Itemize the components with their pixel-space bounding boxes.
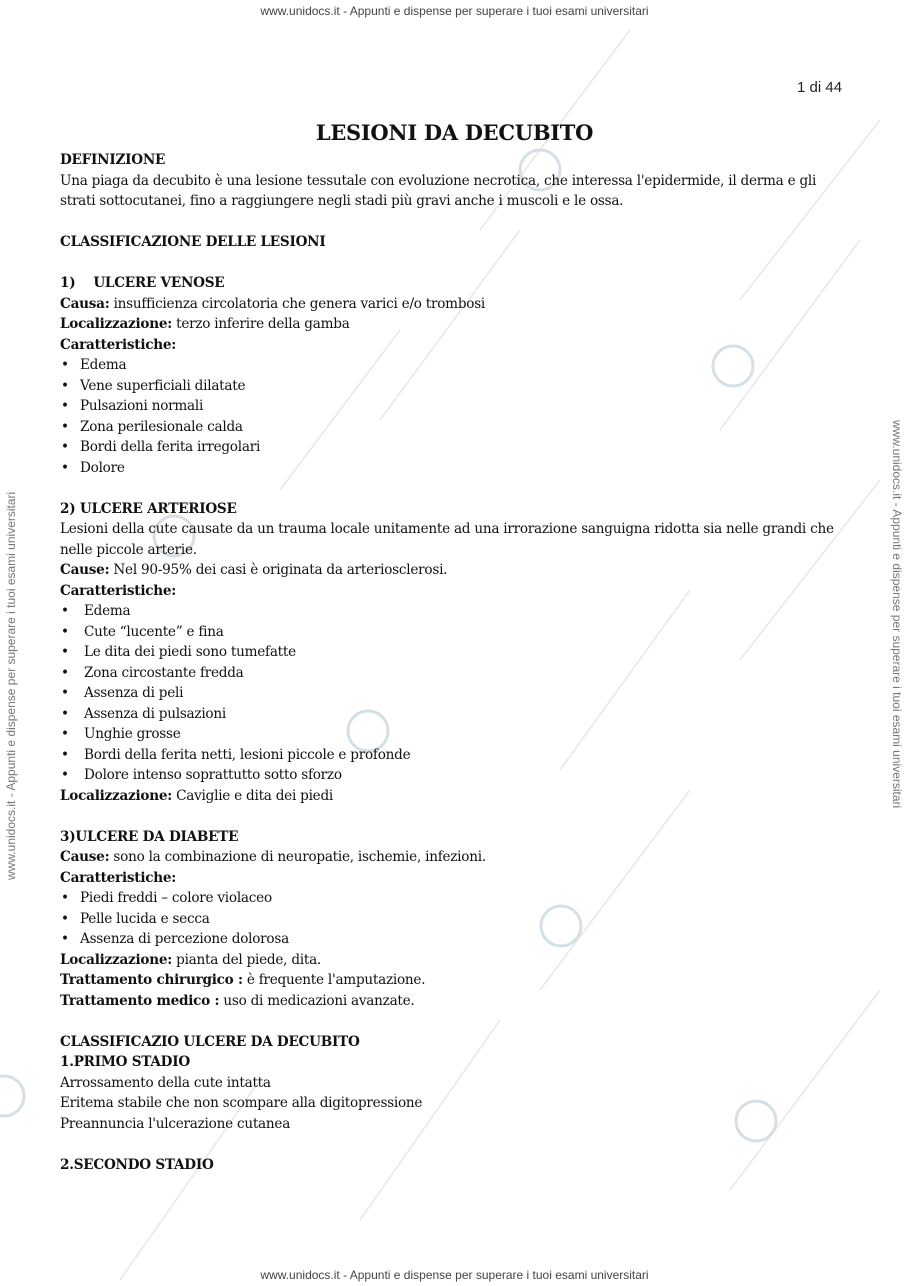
page-number: 1 di 44 xyxy=(797,79,843,96)
list-item: • Pulsazioni normali xyxy=(60,396,850,417)
page-title: LESIONI DA DECUBITO xyxy=(315,120,594,145)
ulcere-diabete-heading: 3)ULCERE DA DIABETE xyxy=(60,828,239,845)
list-item: • Cute “lucente” e fina xyxy=(60,622,850,643)
diabete-caratteristiche-label: Caratteristiche: xyxy=(60,869,177,886)
list-item: • Piedi freddi – colore violaceo xyxy=(60,888,850,909)
primo-stadio-line: Eritema stabile che non scompare alla digitopressione xyxy=(60,1095,423,1111)
definizione-text: Una piaga da decubito è una lesione tessutale con evoluzione necrotica, che interessa l'epidermide, il derma e gli strati sottocutanei, fino a raggiungere negli stadi più gravi anche i muscoli e le ossa. xyxy=(60,172,817,209)
diabete-localizzazione: Localizzazione: pianta del piede, dita. xyxy=(60,951,322,968)
document-body xyxy=(60,150,850,1175)
list-item: • Edema xyxy=(60,601,850,622)
list-item: • Pelle lucida e secca xyxy=(60,909,850,930)
venose-list xyxy=(60,355,850,478)
arteriose-text: Lesioni della cute causate da un trauma locale unitamente ad una irrorazione sanguigna ridotta sia nelle grandi che nelle piccole arterie. xyxy=(60,521,834,558)
ulcere-arteriose-heading: 2) ULCERE ARTERIOSE xyxy=(60,500,237,517)
primo-stadio-heading: 1.PRIMO STADIO xyxy=(60,1054,190,1070)
arteriose-caratteristiche-label: Caratteristiche: xyxy=(60,582,177,599)
venose-caratteristiche-label: Caratteristiche: xyxy=(60,336,177,353)
decubito-heading: CLASSIFICAZIO ULCERE DA DECUBITO xyxy=(60,1033,360,1050)
list-item: • Zona circostante fredda xyxy=(60,663,850,684)
definizione-heading: DEFINIZIONE xyxy=(60,152,166,168)
watermark-top: www.unidocs.it - Appunti e dispense per superare i tuoi esami universitari xyxy=(260,4,649,18)
primo-stadio-line: Arrossamento della cute intatta xyxy=(60,1074,271,1091)
list-item: • Bordi della ferita netti, lesioni piccole e profonde xyxy=(60,745,850,766)
primo-stadio-line: Preannuncia l'ulcerazione cutanea xyxy=(60,1115,291,1132)
venose-causa: Causa: insufficienza circolatoria che genera varici e/o trombosi xyxy=(60,295,486,312)
list-item: • Bordi della ferita irregolari xyxy=(60,437,850,458)
watermark-right: www.unidocs.it - Appunti e dispense per superare i tuoi esami universitari xyxy=(890,420,904,809)
list-item: • Zona perilesionale calda xyxy=(60,417,850,438)
list-item: • Assenza di pulsazioni xyxy=(60,704,850,725)
diabete-trattamento-medico: Trattamento medico : uso di medicazioni avanzate. xyxy=(60,992,415,1009)
diabete-trattamento-chirurgico: Trattamento chirurgico : è frequente l'amputazione. xyxy=(60,972,426,988)
classificazione-heading: CLASSIFICAZIONE DELLE LESIONI xyxy=(60,234,326,250)
list-item: • Edema xyxy=(60,355,850,376)
watermark-left: www.unidocs.it - Appunti e dispense per superare i tuoi esami universitari xyxy=(4,491,18,880)
list-item: • Dolore xyxy=(60,458,850,479)
arteriose-list xyxy=(60,601,850,786)
list-item: • Le dita dei piedi sono tumefatte xyxy=(60,642,850,663)
list-item: • Assenza di percezione dolorosa xyxy=(60,929,850,950)
secondo-stadio-heading: 2.SECONDO STADIO xyxy=(60,1156,214,1173)
arteriose-cause: Cause: Nel 90-95% dei casi è originata da arteriosclerosi. xyxy=(60,562,448,578)
diabete-cause: Cause: sono la combinazione di neuropatie, ischemie, infezioni. xyxy=(60,849,486,865)
list-item: • Assenza di peli xyxy=(60,683,850,704)
venose-localizzazione: Localizzazione: terzo inferire della gamba xyxy=(60,316,350,332)
arteriose-localizzazione: Localizzazione: Caviglie e dita dei piedi xyxy=(60,787,334,804)
ulcere-venose-heading: 1) ULCERE VENOSE xyxy=(60,275,225,291)
list-item: • Vene superficiali dilatate xyxy=(60,376,850,397)
diabete-list xyxy=(60,888,850,950)
list-item: • Dolore intenso soprattutto sotto sforzo xyxy=(60,765,850,786)
list-item: • Unghie grosse xyxy=(60,724,850,745)
watermark-bottom: www.unidocs.it - Appunti e dispense per superare i tuoi esami universitari xyxy=(260,1268,649,1282)
